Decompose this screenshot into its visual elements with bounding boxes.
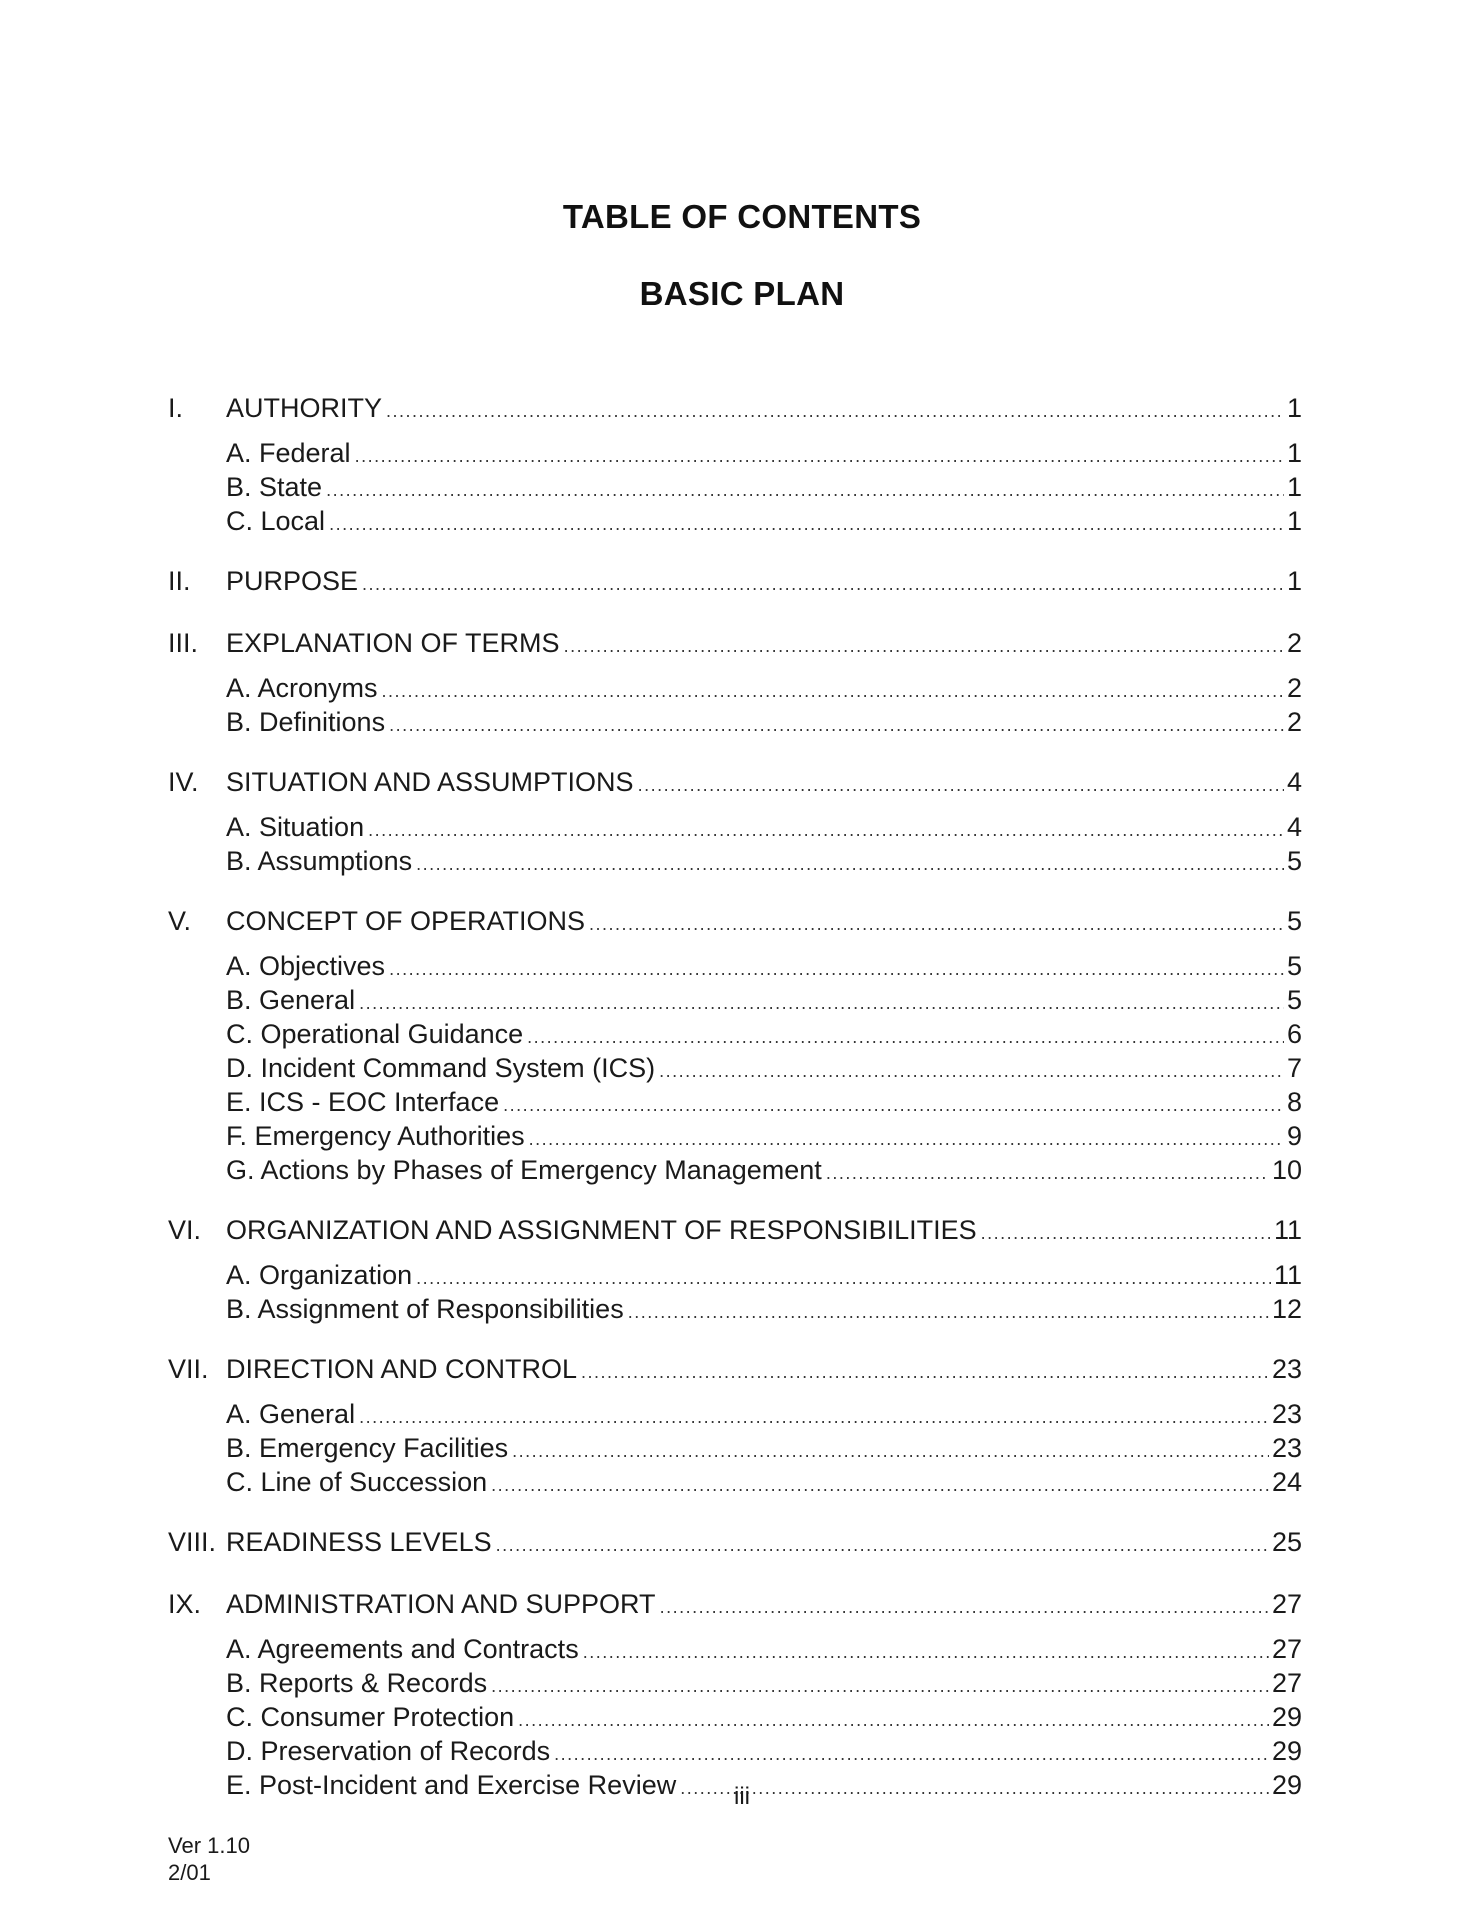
toc-section — [168, 563, 1302, 602]
version-info — [168, 1832, 250, 1886]
subsection-title: A. Agreements and Contracts — [226, 1634, 579, 1664]
section-title: PURPOSE — [226, 566, 359, 596]
dot-leader — [554, 1739, 1269, 1770]
page-ref: 23 — [1271, 1354, 1302, 1384]
subsection-title: C. Line of Succession — [226, 1467, 488, 1497]
page-ref: 29 — [1271, 1736, 1302, 1766]
page-ref: 29 — [1271, 1702, 1302, 1732]
subsection-title: B. Reports & Records — [226, 1668, 488, 1698]
section-title: AUTHORITY — [226, 393, 383, 423]
section-number: III. — [168, 628, 199, 658]
dot-leader — [416, 849, 1284, 880]
section-title: EXPLANATION OF TERMS — [226, 628, 560, 658]
subsection-title: D. Preservation of Records — [226, 1736, 551, 1766]
page-title: TABLE OF CONTENTS — [562, 198, 922, 235]
dot-leader — [389, 954, 1284, 985]
page-ref: 29 — [1271, 1770, 1302, 1800]
subsection-title: E. ICS - EOC Interface — [226, 1087, 500, 1117]
page-ref: 1 — [1286, 438, 1302, 468]
dot-leader — [355, 441, 1284, 472]
subsection-title: G. Actions by Phases of Emergency Management — [226, 1155, 822, 1185]
dot-leader — [628, 1297, 1269, 1328]
toc-subsection — [168, 707, 1302, 741]
toc-section — [168, 1212, 1302, 1251]
section-title: CONCEPT OF OPERATIONS — [226, 906, 586, 936]
dot-leader — [659, 1056, 1284, 1087]
toc-subsection — [168, 1019, 1302, 1053]
toc-subsection — [168, 1668, 1302, 1702]
subsection-title: B. Assumptions — [226, 846, 413, 876]
subsection-title: A. Objectives — [226, 951, 386, 981]
subsection-title: A. General — [226, 1399, 356, 1429]
section-number: VI. — [168, 1215, 202, 1245]
page-ref: 27 — [1271, 1668, 1302, 1698]
page-ref: 4 — [1286, 767, 1302, 797]
toc-subsection — [168, 1399, 1302, 1433]
toc-section — [168, 390, 1302, 429]
page-ref: 27 — [1271, 1589, 1302, 1619]
section-number: VIII. — [168, 1527, 217, 1557]
dot-leader — [386, 393, 1284, 429]
toc-subsection — [168, 1087, 1302, 1121]
toc-subsection — [168, 1467, 1302, 1501]
dot-leader — [416, 1263, 1271, 1294]
dot-leader — [359, 1402, 1269, 1433]
page-ref: 11 — [1273, 1260, 1302, 1290]
page-subtitle: BASIC PLAN — [639, 275, 845, 312]
subsection-title: B. Assignment of Responsibilities — [226, 1294, 624, 1324]
dot-leader — [359, 988, 1284, 1019]
dot-leader — [491, 1671, 1269, 1702]
page-number: iii — [734, 1783, 750, 1810]
subsection-title: A. Organization — [226, 1260, 413, 1290]
subsection-title: E. Post-Incident and Exercise Review — [226, 1770, 677, 1800]
dot-leader — [496, 1527, 1269, 1563]
section-number: IV. — [168, 767, 199, 797]
subsection-title: A. Situation — [226, 812, 365, 842]
page-ref: 9 — [1286, 1121, 1302, 1151]
dot-leader — [362, 566, 1284, 602]
toc-subsection — [168, 1634, 1302, 1668]
page-ref: 1 — [1286, 506, 1302, 536]
dot-leader — [981, 1215, 1271, 1251]
dot-leader — [583, 1637, 1269, 1668]
toc-section — [168, 1586, 1302, 1625]
page-ref: 2 — [1286, 628, 1302, 658]
dot-leader — [518, 1705, 1269, 1736]
page-ref: 12 — [1271, 1294, 1302, 1324]
dot-leader — [389, 710, 1284, 741]
page-ref: 5 — [1286, 951, 1302, 981]
dot-leader — [503, 1090, 1284, 1121]
page-ref: 1 — [1286, 566, 1302, 596]
page-ref: 2 — [1286, 707, 1302, 737]
toc-subsection — [168, 985, 1302, 1019]
toc-subsection — [168, 472, 1302, 506]
toc-subsection — [168, 1294, 1302, 1328]
page-ref: 25 — [1271, 1527, 1302, 1557]
toc-subsection — [168, 951, 1302, 985]
dot-leader — [638, 767, 1284, 803]
toc-subsection — [168, 1121, 1302, 1155]
section-title: READINESS LEVELS — [226, 1527, 492, 1557]
dot-leader — [368, 815, 1284, 846]
dot-leader — [491, 1470, 1269, 1501]
dot-leader — [589, 906, 1284, 942]
section-number: IX. — [168, 1589, 202, 1619]
section-title: DIRECTION AND CONTROL — [226, 1354, 578, 1384]
section-number: II. — [168, 566, 191, 596]
toc-section — [168, 764, 1302, 803]
subsection-title: D. Incident Command System (ICS) — [226, 1053, 656, 1083]
subsection-title: B. Definitions — [226, 707, 386, 737]
subsection-title: B. State — [226, 472, 323, 502]
dot-leader — [529, 1124, 1284, 1155]
section-number: V. — [168, 906, 192, 936]
toc-section — [168, 625, 1302, 664]
page-ref: 1 — [1286, 393, 1302, 423]
toc-subsection — [168, 1155, 1302, 1189]
subsection-title: F. Emergency Authorities — [226, 1121, 525, 1151]
toc-section — [168, 1351, 1302, 1390]
page-ref: 6 — [1286, 1019, 1302, 1049]
page-ref: 1 — [1286, 472, 1302, 502]
toc-subsection — [168, 1433, 1302, 1467]
subsection-title: B. Emergency Facilities — [226, 1433, 509, 1463]
toc-subsection — [168, 846, 1302, 880]
page-ref: 2 — [1286, 673, 1302, 703]
toc-subsection — [168, 1736, 1302, 1770]
dot-leader — [382, 676, 1284, 707]
dot-leader — [326, 475, 1284, 506]
table-of-contents — [168, 390, 1302, 1804]
dot-leader — [826, 1158, 1269, 1189]
subsection-title: C. Local — [226, 506, 326, 536]
dot-leader — [581, 1354, 1269, 1390]
dot-leader — [512, 1436, 1269, 1467]
page-ref: 5 — [1286, 906, 1302, 936]
dot-leader — [329, 509, 1284, 540]
page-ref: 27 — [1271, 1634, 1302, 1664]
page-ref: 11 — [1273, 1215, 1302, 1245]
toc-section — [168, 903, 1302, 942]
toc-subsection — [168, 673, 1302, 707]
dot-leader — [527, 1022, 1284, 1053]
page-ref: 10 — [1271, 1155, 1302, 1185]
subsection-title: B. General — [226, 985, 356, 1015]
page-ref: 23 — [1271, 1433, 1302, 1463]
page-ref: 5 — [1286, 985, 1302, 1015]
subsection-title: C. Operational Guidance — [226, 1019, 524, 1049]
subsection-title: A. Federal — [226, 438, 351, 468]
page-ref: 23 — [1271, 1399, 1302, 1429]
toc-subsection — [168, 812, 1302, 846]
page-ref: 7 — [1286, 1053, 1302, 1083]
section-title: ORGANIZATION AND ASSIGNMENT OF RESPONSIBILITIES — [226, 1215, 977, 1245]
toc-subsection — [168, 1702, 1302, 1736]
page-ref: 4 — [1286, 812, 1302, 842]
dot-leader — [564, 628, 1284, 664]
toc-subsection — [168, 438, 1302, 472]
toc-subsection — [168, 1260, 1302, 1294]
toc-section — [168, 1524, 1302, 1563]
version-label: Ver 1.10 — [168, 1833, 250, 1858]
subsection-title: A. Acronyms — [226, 673, 378, 703]
section-number: I. — [168, 393, 184, 423]
subsection-title: C. Consumer Protection — [226, 1702, 515, 1732]
page-ref: 5 — [1286, 846, 1302, 876]
version-date: 2/01 — [168, 1860, 211, 1885]
page-ref: 8 — [1286, 1087, 1302, 1117]
dot-leader — [660, 1589, 1269, 1625]
toc-subsection — [168, 1053, 1302, 1087]
section-number: VII. — [168, 1354, 209, 1384]
toc-subsection — [168, 506, 1302, 540]
page-ref: 24 — [1271, 1467, 1302, 1497]
section-title: ADMINISTRATION AND SUPPORT — [226, 1589, 656, 1619]
section-title: SITUATION AND ASSUMPTIONS — [226, 767, 634, 797]
